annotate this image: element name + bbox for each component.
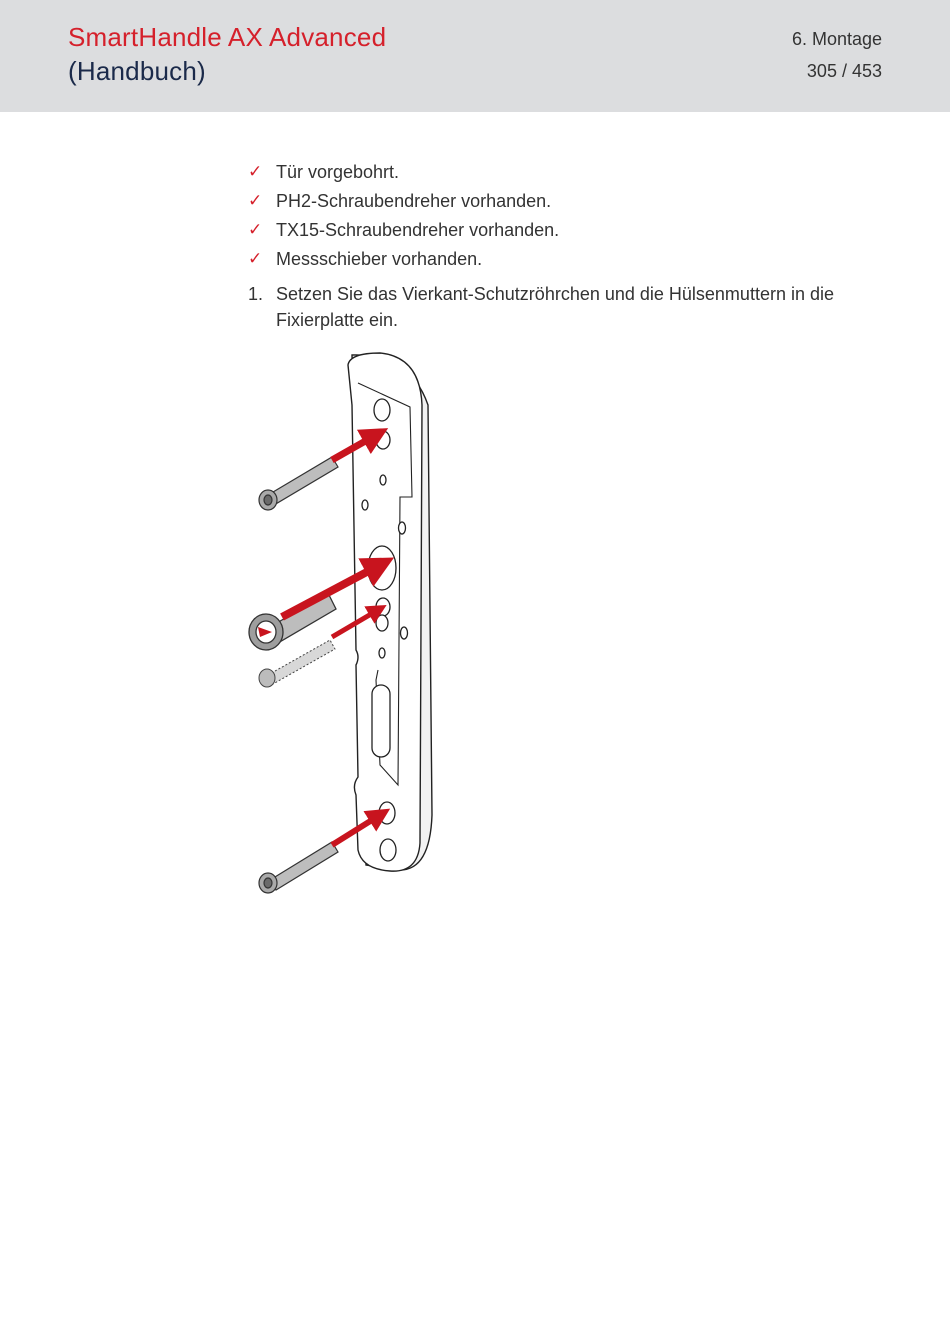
page-indicator: 305 / 453 — [806, 61, 882, 81]
fixing-plate — [348, 353, 432, 871]
prerequisite-text: TX15-Schraubendreher vorhanden. — [276, 220, 560, 240]
step-number: 1. — [248, 284, 264, 304]
fixing-plate-assembly-illustration — [240, 345, 460, 905]
sleeve-nut-top — [259, 457, 338, 510]
prerequisite-text: Messschieber vorhanden. — [276, 249, 483, 269]
page-header — [0, 0, 950, 112]
list-item — [248, 245, 888, 274]
step-text: Setzen Sie das Vierkant-Schutzröhrchen und die Hülsenmuttern in die Fixierplatte ein. — [276, 284, 834, 330]
prerequisite-text: Tür vorgebohrt. — [276, 162, 400, 182]
checkmark-icon: ✓ — [248, 191, 263, 211]
sleeve-nut-bottom — [259, 842, 338, 893]
list-item — [248, 216, 888, 245]
list-item — [248, 187, 888, 216]
chapter-label: 6. Montage — [791, 29, 882, 49]
document-subtitle: (Handbuch) — [68, 56, 206, 86]
checkmark-icon: ✓ — [248, 249, 263, 269]
prerequisite-text: PH2-Schraubendreher vorhanden. — [276, 191, 552, 211]
protective-tube — [249, 593, 336, 650]
list-item — [248, 158, 888, 187]
main-content — [248, 158, 888, 333]
checkmark-icon: ✓ — [248, 220, 263, 240]
prerequisite-list — [248, 158, 888, 274]
checkmark-icon: ✓ — [248, 162, 263, 182]
document-title: SmartHandle AX Advanced — [68, 22, 387, 52]
instruction-step — [248, 281, 888, 333]
